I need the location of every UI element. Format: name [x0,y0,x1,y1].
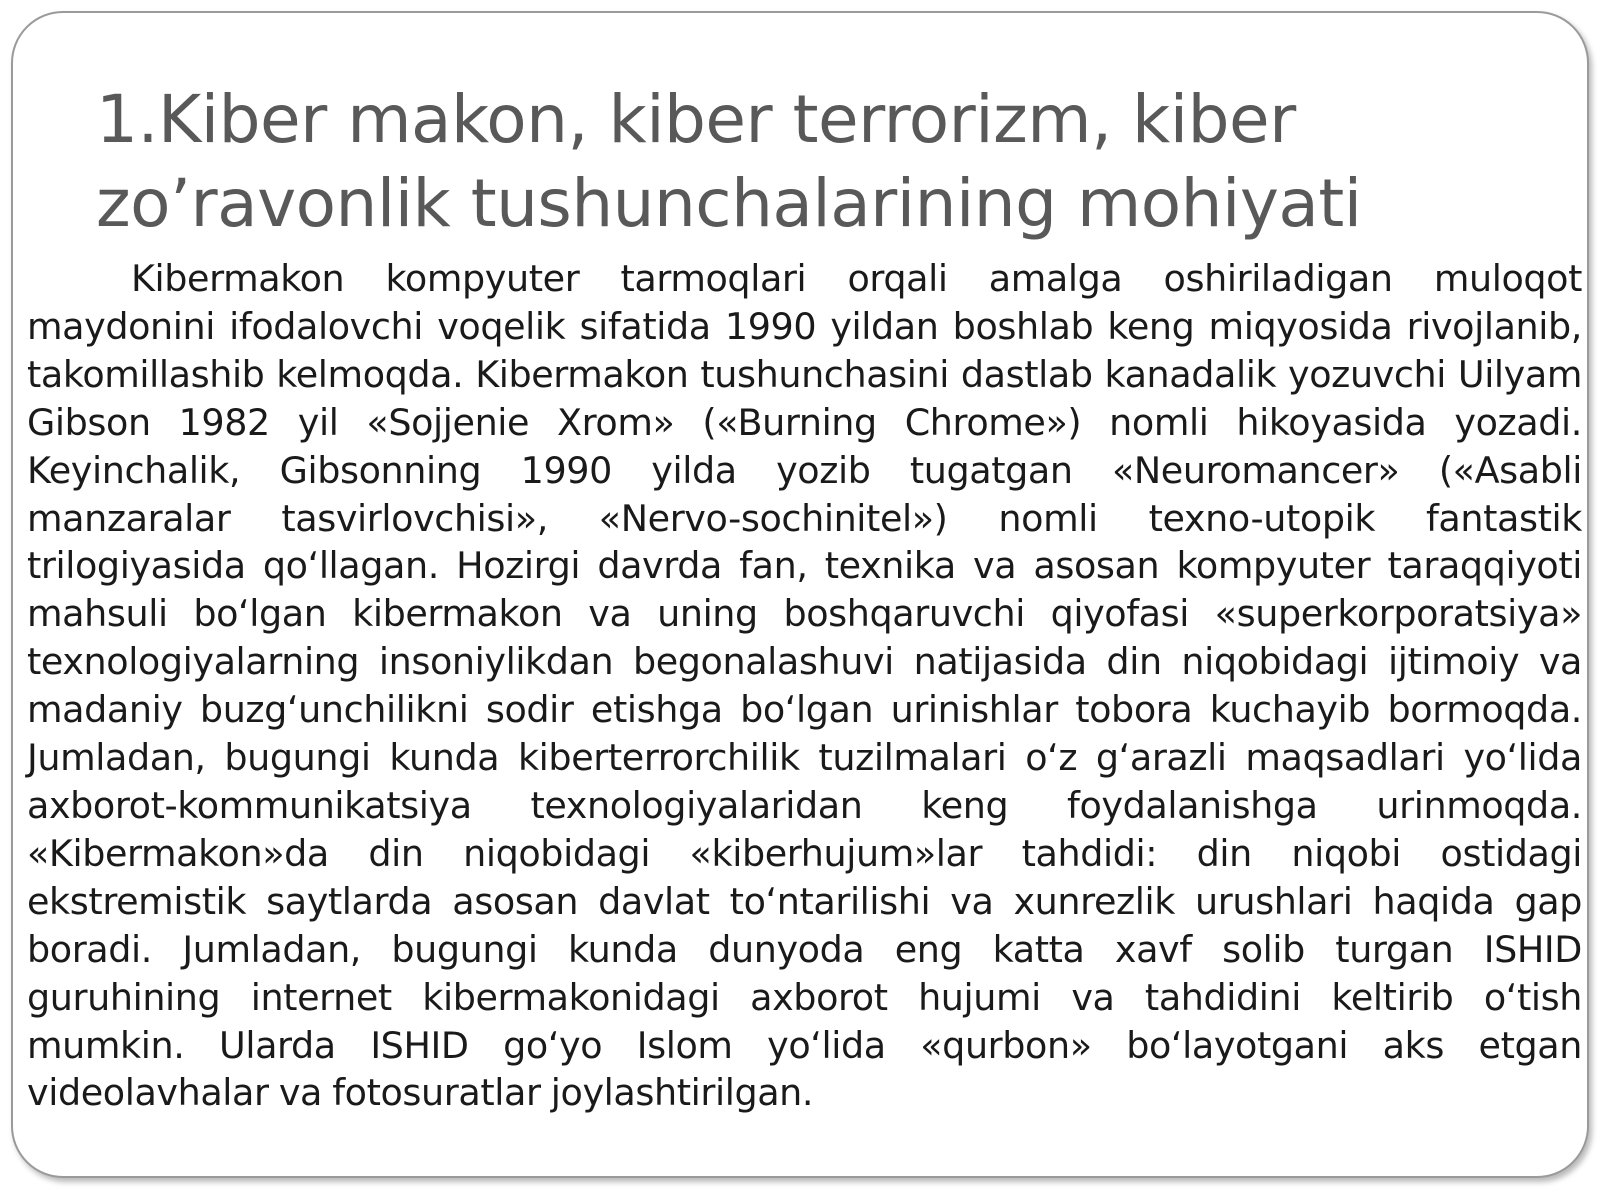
slide-title: 1.Kiber makon, kiber terrorizm, kiber zo’ravonlik tushunchalarining mohiyati [96,81,1362,242]
slide-body-text: Kibermakon kompyuter tarmoqlari orqali amalga oshiriladigan muloqot maydonini ifodalovchi voqelik sifatida 1990 yildan boshlab keng miqyosida rivojlanib, takomillashib kelmoqda. Kibermakon tushunchasini dastlab kanadalik yozuvchi Uilyam Gibson 1982 yil «Sojjenie Xrom» («Burning Chrome») nomli hikoyasida yozadi. Keyinchalik, Gibsonning 1990 yilda yozib tugatgan «Neuromancer» («Asabli manzaralar tasvirlovchisi», «Nervo-sochinitel») nomli texno-utopik fantastik trilogiyasida qoʻllagan. Hozirgi davrda fan, texnika va asosan kompyuter taraqqiyoti mahsuli boʻlgan kibermakon va uning boshqaruvchi qiyofasi «superkorporatsiya» texnologiyalarning insoniylikdan begonalashuvi natijasida din niqobidagi ijtimoiy va madaniy buzgʻunchilikni sodir etishga boʻlgan urinishlar tobora kuchayib bormoqda. Jumladan, bugungi kunda kiberterrorchilik tuzilmalari oʻz gʻarazli maqsadlari yoʻlida axborot-kommunikatsiya texnologiyalaridan keng foydalanishga urinmoqda. «Kibermakon»da din niqobidagi «kiberhujum»lar tahdidi: din niqobi ostidagi ekstremistik saytlarda asosan davlat toʻntarilishi va xunrezlik urushlari haqida gap boradi. Jumladan, bugungi kunda dunyoda eng katta xavf solib turgan ISHID guruhining internet kibermakonidagi axborot hujumi va tahdidini keltirib oʻtish mumkin. Ularda ISHID goʻyo Islom yoʻlida «qurbon» boʻlayotgani aks etgan videolavhalar va fotosuratlar joylashtirilgan. [27,257,1582,1115]
